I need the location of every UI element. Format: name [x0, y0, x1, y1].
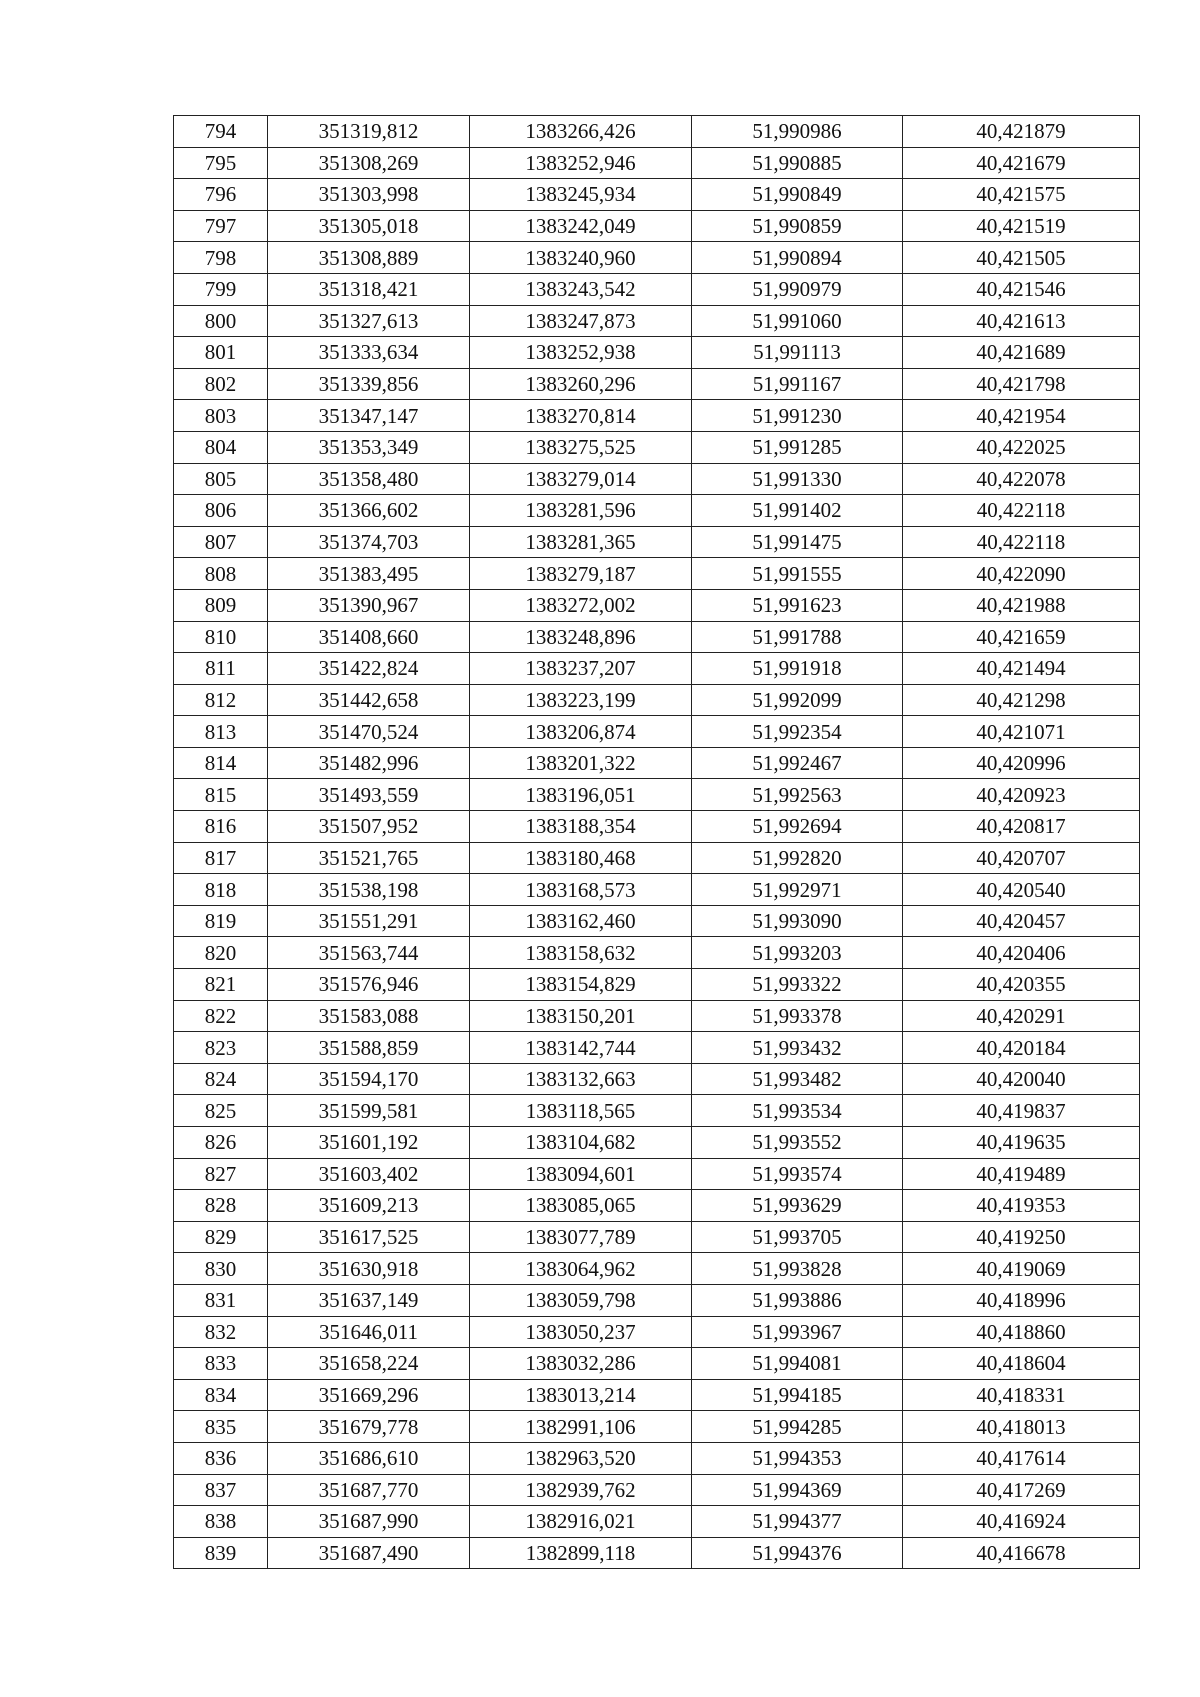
y-coordinate-cell: 1383188,354 [470, 811, 692, 843]
y-coordinate-cell: 1382939,762 [470, 1474, 692, 1506]
longitude-cell: 40,421689 [903, 337, 1140, 369]
point-number-cell: 818 [174, 874, 268, 906]
latitude-cell: 51,992467 [692, 747, 903, 779]
longitude-cell: 40,421071 [903, 716, 1140, 748]
longitude-cell: 40,421298 [903, 684, 1140, 716]
longitude-cell: 40,420540 [903, 874, 1140, 906]
latitude-cell: 51,991402 [692, 495, 903, 527]
table-row [174, 558, 1140, 590]
latitude-cell: 51,993322 [692, 969, 903, 1001]
table-row [174, 526, 1140, 558]
longitude-cell: 40,421505 [903, 242, 1140, 274]
y-coordinate-cell: 1383196,051 [470, 779, 692, 811]
latitude-cell: 51,994369 [692, 1474, 903, 1506]
x-coordinate-cell: 351594,170 [268, 1063, 470, 1095]
point-number-cell: 814 [174, 747, 268, 779]
x-coordinate-cell: 351493,559 [268, 779, 470, 811]
x-coordinate-cell: 351687,770 [268, 1474, 470, 1506]
longitude-cell: 40,419353 [903, 1190, 1140, 1222]
longitude-cell: 40,417269 [903, 1474, 1140, 1506]
x-coordinate-cell: 351686,610 [268, 1442, 470, 1474]
x-coordinate-cell: 351482,996 [268, 747, 470, 779]
latitude-cell: 51,993432 [692, 1032, 903, 1064]
table-row [174, 179, 1140, 211]
point-number-cell: 834 [174, 1379, 268, 1411]
x-coordinate-cell: 351646,011 [268, 1316, 470, 1348]
y-coordinate-cell: 1383168,573 [470, 874, 692, 906]
point-number-cell: 819 [174, 905, 268, 937]
table-row [174, 1442, 1140, 1474]
y-coordinate-cell: 1383206,874 [470, 716, 692, 748]
latitude-cell: 51,991475 [692, 526, 903, 558]
point-number-cell: 810 [174, 621, 268, 653]
x-coordinate-cell: 351679,778 [268, 1411, 470, 1443]
x-coordinate-cell: 351563,744 [268, 937, 470, 969]
point-number-cell: 826 [174, 1127, 268, 1159]
table-row [174, 1506, 1140, 1538]
x-coordinate-cell: 351408,660 [268, 621, 470, 653]
table-row [174, 1474, 1140, 1506]
longitude-cell: 40,418860 [903, 1316, 1140, 1348]
table-row [174, 1127, 1140, 1159]
latitude-cell: 51,991918 [692, 653, 903, 685]
table-row [174, 621, 1140, 653]
latitude-cell: 51,990979 [692, 273, 903, 305]
longitude-cell: 40,421988 [903, 589, 1140, 621]
x-coordinate-cell: 351390,967 [268, 589, 470, 621]
point-number-cell: 808 [174, 558, 268, 590]
latitude-cell: 51,993828 [692, 1253, 903, 1285]
longitude-cell: 40,422090 [903, 558, 1140, 590]
longitude-cell: 40,417614 [903, 1442, 1140, 1474]
longitude-cell: 40,419250 [903, 1221, 1140, 1253]
y-coordinate-cell: 1383279,014 [470, 463, 692, 495]
point-number-cell: 800 [174, 305, 268, 337]
point-number-cell: 806 [174, 495, 268, 527]
latitude-cell: 51,991285 [692, 431, 903, 463]
table-row [174, 653, 1140, 685]
table-row [174, 1316, 1140, 1348]
longitude-cell: 40,416678 [903, 1537, 1140, 1569]
y-coordinate-cell: 1383085,065 [470, 1190, 692, 1222]
x-coordinate-cell: 351358,480 [268, 463, 470, 495]
longitude-cell: 40,422118 [903, 495, 1140, 527]
point-number-cell: 803 [174, 400, 268, 432]
point-number-cell: 838 [174, 1506, 268, 1538]
y-coordinate-cell: 1383150,201 [470, 1000, 692, 1032]
point-number-cell: 824 [174, 1063, 268, 1095]
latitude-cell: 51,994377 [692, 1506, 903, 1538]
x-coordinate-cell: 351551,291 [268, 905, 470, 937]
point-number-cell: 809 [174, 589, 268, 621]
point-number-cell: 837 [174, 1474, 268, 1506]
x-coordinate-cell: 351305,018 [268, 210, 470, 242]
x-coordinate-cell: 351470,524 [268, 716, 470, 748]
latitude-cell: 51,991167 [692, 368, 903, 400]
y-coordinate-cell: 1383279,187 [470, 558, 692, 590]
y-coordinate-cell: 1383272,002 [470, 589, 692, 621]
table-row [174, 147, 1140, 179]
point-number-cell: 802 [174, 368, 268, 400]
x-coordinate-cell: 351658,224 [268, 1348, 470, 1380]
longitude-cell: 40,418996 [903, 1284, 1140, 1316]
table-row [174, 242, 1140, 274]
longitude-cell: 40,418013 [903, 1411, 1140, 1443]
point-number-cell: 835 [174, 1411, 268, 1443]
point-number-cell: 831 [174, 1284, 268, 1316]
point-number-cell: 830 [174, 1253, 268, 1285]
table-row [174, 1284, 1140, 1316]
longitude-cell: 40,420996 [903, 747, 1140, 779]
y-coordinate-cell: 1383201,322 [470, 747, 692, 779]
x-coordinate-cell: 351601,192 [268, 1127, 470, 1159]
latitude-cell: 51,991230 [692, 400, 903, 432]
point-number-cell: 807 [174, 526, 268, 558]
point-number-cell: 795 [174, 147, 268, 179]
y-coordinate-cell: 1383064,962 [470, 1253, 692, 1285]
latitude-cell: 51,993629 [692, 1190, 903, 1222]
point-number-cell: 799 [174, 273, 268, 305]
x-coordinate-cell: 351422,824 [268, 653, 470, 685]
y-coordinate-cell: 1383132,663 [470, 1063, 692, 1095]
longitude-cell: 40,419635 [903, 1127, 1140, 1159]
latitude-cell: 51,991060 [692, 305, 903, 337]
longitude-cell: 40,421613 [903, 305, 1140, 337]
x-coordinate-cell: 351617,525 [268, 1221, 470, 1253]
table-row [174, 368, 1140, 400]
longitude-cell: 40,420291 [903, 1000, 1140, 1032]
point-number-cell: 811 [174, 653, 268, 685]
point-number-cell: 823 [174, 1032, 268, 1064]
longitude-cell: 40,418331 [903, 1379, 1140, 1411]
x-coordinate-cell: 351583,088 [268, 1000, 470, 1032]
y-coordinate-cell: 1383104,682 [470, 1127, 692, 1159]
longitude-cell: 40,422078 [903, 463, 1140, 495]
latitude-cell: 51,992694 [692, 811, 903, 843]
latitude-cell: 51,993090 [692, 905, 903, 937]
y-coordinate-cell: 1383237,207 [470, 653, 692, 685]
longitude-cell: 40,421494 [903, 653, 1140, 685]
table-row [174, 905, 1140, 937]
y-coordinate-cell: 1383281,365 [470, 526, 692, 558]
table-row [174, 210, 1140, 242]
y-coordinate-cell: 1383248,896 [470, 621, 692, 653]
x-coordinate-cell: 351308,889 [268, 242, 470, 274]
table-row [174, 1221, 1140, 1253]
longitude-cell: 40,420355 [903, 969, 1140, 1001]
longitude-cell: 40,420923 [903, 779, 1140, 811]
point-number-cell: 832 [174, 1316, 268, 1348]
longitude-cell: 40,422025 [903, 431, 1140, 463]
y-coordinate-cell: 1383266,426 [470, 116, 692, 148]
longitude-cell: 40,420817 [903, 811, 1140, 843]
longitude-cell: 40,420040 [903, 1063, 1140, 1095]
latitude-cell: 51,993967 [692, 1316, 903, 1348]
point-number-cell: 801 [174, 337, 268, 369]
latitude-cell: 51,994185 [692, 1379, 903, 1411]
table-row [174, 716, 1140, 748]
y-coordinate-cell: 1382963,520 [470, 1442, 692, 1474]
y-coordinate-cell: 1383032,286 [470, 1348, 692, 1380]
point-number-cell: 798 [174, 242, 268, 274]
latitude-cell: 51,993203 [692, 937, 903, 969]
x-coordinate-cell: 351603,402 [268, 1158, 470, 1190]
x-coordinate-cell: 351687,490 [268, 1537, 470, 1569]
y-coordinate-cell: 1383281,596 [470, 495, 692, 527]
table-row [174, 116, 1140, 148]
x-coordinate-cell: 351687,990 [268, 1506, 470, 1538]
latitude-cell: 51,990885 [692, 147, 903, 179]
latitude-cell: 51,992563 [692, 779, 903, 811]
x-coordinate-cell: 351327,613 [268, 305, 470, 337]
table-row [174, 1032, 1140, 1064]
x-coordinate-cell: 351609,213 [268, 1190, 470, 1222]
table-row [174, 400, 1140, 432]
coordinates-table-body [174, 116, 1140, 1569]
point-number-cell: 815 [174, 779, 268, 811]
latitude-cell: 51,990849 [692, 179, 903, 211]
point-number-cell: 821 [174, 969, 268, 1001]
x-coordinate-cell: 351339,856 [268, 368, 470, 400]
table-row [174, 1411, 1140, 1443]
point-number-cell: 817 [174, 842, 268, 874]
longitude-cell: 40,421575 [903, 179, 1140, 211]
y-coordinate-cell: 1383158,632 [470, 937, 692, 969]
table-row [174, 1379, 1140, 1411]
latitude-cell: 51,993886 [692, 1284, 903, 1316]
x-coordinate-cell: 351538,198 [268, 874, 470, 906]
latitude-cell: 51,992820 [692, 842, 903, 874]
table-row [174, 1348, 1140, 1380]
coordinates-table [173, 115, 1140, 1569]
latitude-cell: 51,994285 [692, 1411, 903, 1443]
x-coordinate-cell: 351383,495 [268, 558, 470, 590]
longitude-cell: 40,421659 [903, 621, 1140, 653]
longitude-cell: 40,421879 [903, 116, 1140, 148]
table-row [174, 1190, 1140, 1222]
y-coordinate-cell: 1383223,199 [470, 684, 692, 716]
y-coordinate-cell: 1383077,789 [470, 1221, 692, 1253]
longitude-cell: 40,421546 [903, 273, 1140, 305]
latitude-cell: 51,990859 [692, 210, 903, 242]
x-coordinate-cell: 351442,658 [268, 684, 470, 716]
y-coordinate-cell: 1383180,468 [470, 842, 692, 874]
y-coordinate-cell: 1383013,214 [470, 1379, 692, 1411]
table-row [174, 495, 1140, 527]
point-number-cell: 828 [174, 1190, 268, 1222]
longitude-cell: 40,419837 [903, 1095, 1140, 1127]
table-row [174, 842, 1140, 874]
x-coordinate-cell: 351366,602 [268, 495, 470, 527]
y-coordinate-cell: 1383059,798 [470, 1284, 692, 1316]
x-coordinate-cell: 351353,349 [268, 431, 470, 463]
latitude-cell: 51,993705 [692, 1221, 903, 1253]
y-coordinate-cell: 1383142,744 [470, 1032, 692, 1064]
y-coordinate-cell: 1383118,565 [470, 1095, 692, 1127]
latitude-cell: 51,990986 [692, 116, 903, 148]
latitude-cell: 51,992099 [692, 684, 903, 716]
x-coordinate-cell: 351588,859 [268, 1032, 470, 1064]
point-number-cell: 805 [174, 463, 268, 495]
point-number-cell: 804 [174, 431, 268, 463]
latitude-cell: 51,991113 [692, 337, 903, 369]
y-coordinate-cell: 1383252,946 [470, 147, 692, 179]
latitude-cell: 51,993552 [692, 1127, 903, 1159]
x-coordinate-cell: 351308,269 [268, 147, 470, 179]
longitude-cell: 40,421954 [903, 400, 1140, 432]
table-row [174, 969, 1140, 1001]
longitude-cell: 40,419069 [903, 1253, 1140, 1285]
table-row [174, 1253, 1140, 1285]
point-number-cell: 825 [174, 1095, 268, 1127]
longitude-cell: 40,420406 [903, 937, 1140, 969]
table-row [174, 273, 1140, 305]
point-number-cell: 820 [174, 937, 268, 969]
latitude-cell: 51,991330 [692, 463, 903, 495]
table-row [174, 337, 1140, 369]
x-coordinate-cell: 351637,149 [268, 1284, 470, 1316]
point-number-cell: 812 [174, 684, 268, 716]
point-number-cell: 829 [174, 1221, 268, 1253]
point-number-cell: 833 [174, 1348, 268, 1380]
table-row [174, 1158, 1140, 1190]
y-coordinate-cell: 1383245,934 [470, 179, 692, 211]
latitude-cell: 51,992354 [692, 716, 903, 748]
y-coordinate-cell: 1383162,460 [470, 905, 692, 937]
latitude-cell: 51,993574 [692, 1158, 903, 1190]
table-row [174, 779, 1140, 811]
y-coordinate-cell: 1383275,525 [470, 431, 692, 463]
point-number-cell: 836 [174, 1442, 268, 1474]
table-row [174, 811, 1140, 843]
point-number-cell: 816 [174, 811, 268, 843]
table-row [174, 747, 1140, 779]
point-number-cell: 827 [174, 1158, 268, 1190]
x-coordinate-cell: 351333,634 [268, 337, 470, 369]
point-number-cell: 794 [174, 116, 268, 148]
y-coordinate-cell: 1383050,237 [470, 1316, 692, 1348]
longitude-cell: 40,420707 [903, 842, 1140, 874]
y-coordinate-cell: 1383247,873 [470, 305, 692, 337]
y-coordinate-cell: 1383240,960 [470, 242, 692, 274]
x-coordinate-cell: 351319,812 [268, 116, 470, 148]
longitude-cell: 40,416924 [903, 1506, 1140, 1538]
table-row [174, 463, 1140, 495]
longitude-cell: 40,420457 [903, 905, 1140, 937]
longitude-cell: 40,420184 [903, 1032, 1140, 1064]
table-row [174, 1537, 1140, 1569]
point-number-cell: 813 [174, 716, 268, 748]
x-coordinate-cell: 351576,946 [268, 969, 470, 1001]
table-row [174, 431, 1140, 463]
y-coordinate-cell: 1383270,814 [470, 400, 692, 432]
table-row [174, 874, 1140, 906]
x-coordinate-cell: 351521,765 [268, 842, 470, 874]
x-coordinate-cell: 351669,296 [268, 1379, 470, 1411]
y-coordinate-cell: 1382899,118 [470, 1537, 692, 1569]
y-coordinate-cell: 1383252,938 [470, 337, 692, 369]
point-number-cell: 797 [174, 210, 268, 242]
table-row [174, 305, 1140, 337]
x-coordinate-cell: 351347,147 [268, 400, 470, 432]
latitude-cell: 51,991555 [692, 558, 903, 590]
latitude-cell: 51,990894 [692, 242, 903, 274]
latitude-cell: 51,991623 [692, 589, 903, 621]
table-row [174, 1063, 1140, 1095]
table-row [174, 937, 1140, 969]
x-coordinate-cell: 351303,998 [268, 179, 470, 211]
longitude-cell: 40,421679 [903, 147, 1140, 179]
point-number-cell: 796 [174, 179, 268, 211]
x-coordinate-cell: 351599,581 [268, 1095, 470, 1127]
latitude-cell: 51,991788 [692, 621, 903, 653]
latitude-cell: 51,993378 [692, 1000, 903, 1032]
longitude-cell: 40,421798 [903, 368, 1140, 400]
latitude-cell: 51,992971 [692, 874, 903, 906]
longitude-cell: 40,421519 [903, 210, 1140, 242]
latitude-cell: 51,993534 [692, 1095, 903, 1127]
longitude-cell: 40,419489 [903, 1158, 1140, 1190]
latitude-cell: 51,994376 [692, 1537, 903, 1569]
y-coordinate-cell: 1383094,601 [470, 1158, 692, 1190]
table-row [174, 1095, 1140, 1127]
y-coordinate-cell: 1383242,049 [470, 210, 692, 242]
latitude-cell: 51,993482 [692, 1063, 903, 1095]
y-coordinate-cell: 1382991,106 [470, 1411, 692, 1443]
longitude-cell: 40,422118 [903, 526, 1140, 558]
table-row [174, 1000, 1140, 1032]
y-coordinate-cell: 1383154,829 [470, 969, 692, 1001]
x-coordinate-cell: 351507,952 [268, 811, 470, 843]
latitude-cell: 51,994081 [692, 1348, 903, 1380]
y-coordinate-cell: 1383243,542 [470, 273, 692, 305]
y-coordinate-cell: 1382916,021 [470, 1506, 692, 1538]
x-coordinate-cell: 351374,703 [268, 526, 470, 558]
table-row [174, 589, 1140, 621]
point-number-cell: 822 [174, 1000, 268, 1032]
table-row [174, 684, 1140, 716]
point-number-cell: 839 [174, 1537, 268, 1569]
latitude-cell: 51,994353 [692, 1442, 903, 1474]
x-coordinate-cell: 351630,918 [268, 1253, 470, 1285]
y-coordinate-cell: 1383260,296 [470, 368, 692, 400]
longitude-cell: 40,418604 [903, 1348, 1140, 1380]
x-coordinate-cell: 351318,421 [268, 273, 470, 305]
